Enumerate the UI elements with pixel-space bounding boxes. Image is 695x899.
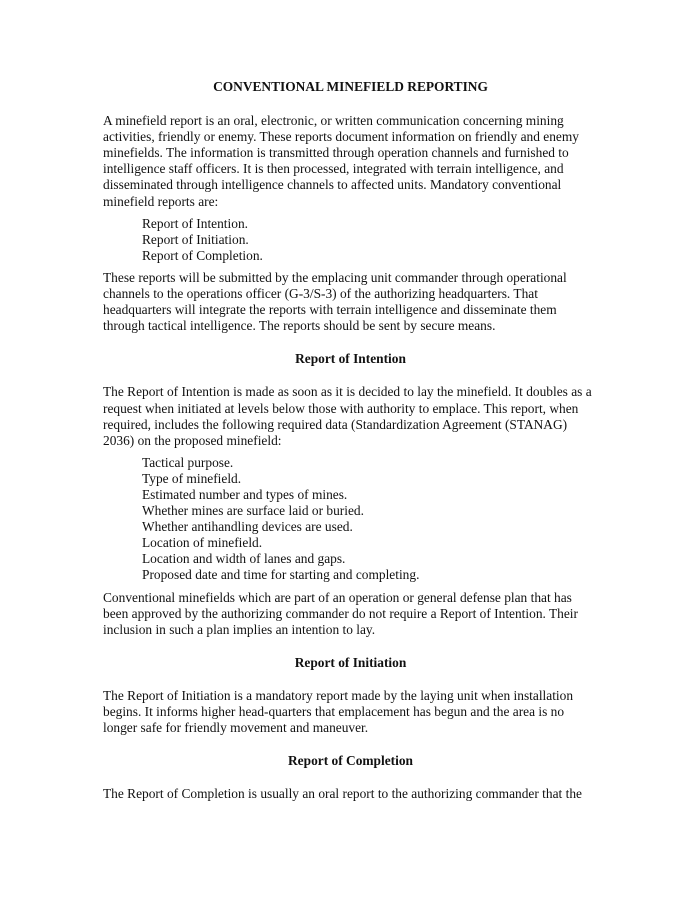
document-title: CONVENTIONAL MINEFIELD REPORTING (213, 79, 488, 94)
list-item: Proposed date and time for starting and completing. (142, 567, 420, 583)
heading-report-of-completion: Report of Completion (288, 753, 413, 769)
list-item: Tactical purpose. (142, 454, 234, 470)
list-item: Estimated number and types of mines. (142, 486, 348, 502)
list-item: Location and width of lanes and gaps. (142, 551, 346, 567)
intention-data-list (103, 455, 598, 584)
intention-closing-paragraph: Conventional minefields which are part of an operation or general defense plan that has been approved by the authorizing commander do not require a Report of Intention. Their inclusion in such a plan implies an intention to lay. (103, 589, 578, 637)
intention-paragraph: The Report of Intention is made as soon as it is decided to lay the minefield. It doubles as a request when initiated at levels below those with authority to emplace. This report, when required, includes the following required data (Standardization Agreement (STANAG) 2036) on the proposed minefield: (103, 384, 592, 448)
heading-report-of-initiation: Report of Initiation (294, 654, 407, 670)
initiation-paragraph: The Report of Initiation is a mandatory report made by the laying unit when installation begins. It informs higher head-quarters that emplacement has begun and the area is no longer safe for friendly movement and maneuver. (103, 687, 574, 736)
mandatory-reports-list (103, 216, 598, 264)
list-item: Report of Initiation. (142, 231, 249, 247)
list-item: Report of Intention. (142, 215, 248, 231)
list-item: Whether mines are surface laid or buried. (142, 503, 364, 519)
list-item: Location of minefield. (142, 535, 263, 551)
heading-report-of-intention: Report of Intention (295, 351, 406, 367)
list-item: Type of minefield. (142, 470, 242, 486)
submission-paragraph: These reports will be submitted by the emplacing unit commander through operational channels to the operations officer (G-3/S-3) of the authorizing headquarters. That headquarters will integrate the reports with terrain intelligence and disseminate them through tactical intelligence. The reports should be sent by secure means. (103, 269, 567, 334)
document-body (103, 79, 598, 802)
intro-paragraph: A minefield report is an oral, electronic, or written communication concerning mining activities, friendly or enemy. These reports document information on friendly and enemy minefields. The information is transmitted through operation channels and furnished to intelligence staff officers. It is then processed, integrated with terrain intelligence, and disseminated through intelligence channels to affected units. Mandatory conventional minefield reports are: (103, 113, 579, 209)
list-item: Whether antihandling devices are used. (142, 519, 353, 535)
completion-paragraph: The Report of Completion is usually an oral report to the authorizing commander that the (103, 786, 582, 802)
list-item: Report of Completion. (142, 247, 263, 263)
